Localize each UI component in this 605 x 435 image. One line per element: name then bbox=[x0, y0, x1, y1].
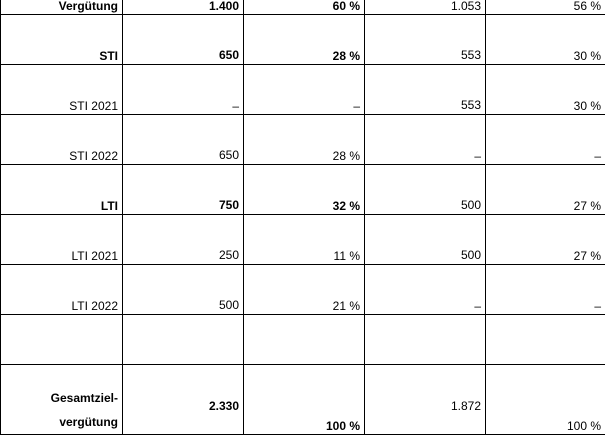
table-row-lti-2022 bbox=[1, 265, 605, 315]
table-row-verguetung bbox=[1, 0, 605, 15]
table-row-empty bbox=[1, 315, 605, 365]
target-value: 650 bbox=[123, 115, 244, 165]
table-row-total bbox=[1, 365, 605, 435]
row-label: LTI 2021 bbox=[1, 215, 123, 265]
target-value: 750 bbox=[123, 165, 244, 215]
target-value: 500 bbox=[123, 265, 244, 315]
target-value: 2.330 bbox=[123, 365, 244, 435]
row-label: STI 2021 bbox=[1, 65, 123, 115]
table-row-sti-2022 bbox=[1, 115, 605, 165]
row-label: LTI bbox=[1, 165, 123, 215]
actual-percent: 30 % bbox=[486, 65, 605, 115]
target-percent: 28 % bbox=[244, 15, 365, 65]
row-label: STI 2022 bbox=[1, 115, 123, 165]
row-label-line2: vergütung bbox=[5, 410, 118, 434]
actual-value: – bbox=[365, 115, 486, 165]
actual-value: 500 bbox=[365, 165, 486, 215]
table-row-sti bbox=[1, 15, 605, 65]
table-row-sti-2021 bbox=[1, 65, 605, 115]
actual-percent: – bbox=[486, 115, 605, 165]
actual-value: 500 bbox=[365, 215, 486, 265]
empty-cell bbox=[486, 315, 605, 365]
row-label: STI bbox=[1, 15, 123, 65]
actual-percent: – bbox=[486, 265, 605, 315]
target-percent: 21 % bbox=[244, 265, 365, 315]
empty-cell bbox=[365, 315, 486, 365]
target-percent: 11 % bbox=[244, 215, 365, 265]
actual-percent: 100 % bbox=[486, 365, 605, 435]
target-value: 650 bbox=[123, 15, 244, 65]
table-row-lti bbox=[1, 165, 605, 215]
target-value: 250 bbox=[123, 215, 244, 265]
target-percent: 60 % bbox=[244, 0, 365, 15]
target-percent: 100 % bbox=[244, 365, 365, 435]
actual-value: – bbox=[365, 265, 486, 315]
actual-percent: 27 % bbox=[486, 215, 605, 265]
empty-cell bbox=[244, 315, 365, 365]
row-label-line1: Gesamtziel- bbox=[5, 386, 118, 410]
actual-percent: 56 % bbox=[486, 0, 605, 15]
target-percent: 32 % bbox=[244, 165, 365, 215]
actual-percent: 30 % bbox=[486, 15, 605, 65]
target-percent: – bbox=[244, 65, 365, 115]
actual-percent: 27 % bbox=[486, 165, 605, 215]
actual-value: 1.872 bbox=[365, 365, 486, 435]
actual-value: 553 bbox=[365, 65, 486, 115]
table-row-lti-2021 bbox=[1, 215, 605, 265]
actual-value: 1.053 bbox=[365, 0, 486, 15]
row-label-total bbox=[1, 365, 123, 435]
actual-value: 553 bbox=[365, 15, 486, 65]
target-value: – bbox=[123, 65, 244, 115]
target-value: 1.400 bbox=[123, 0, 244, 15]
empty-cell bbox=[1, 315, 123, 365]
target-percent: 28 % bbox=[244, 115, 365, 165]
empty-cell bbox=[123, 315, 244, 365]
row-label: Vergütung bbox=[1, 0, 123, 15]
row-label: LTI 2022 bbox=[1, 265, 123, 315]
